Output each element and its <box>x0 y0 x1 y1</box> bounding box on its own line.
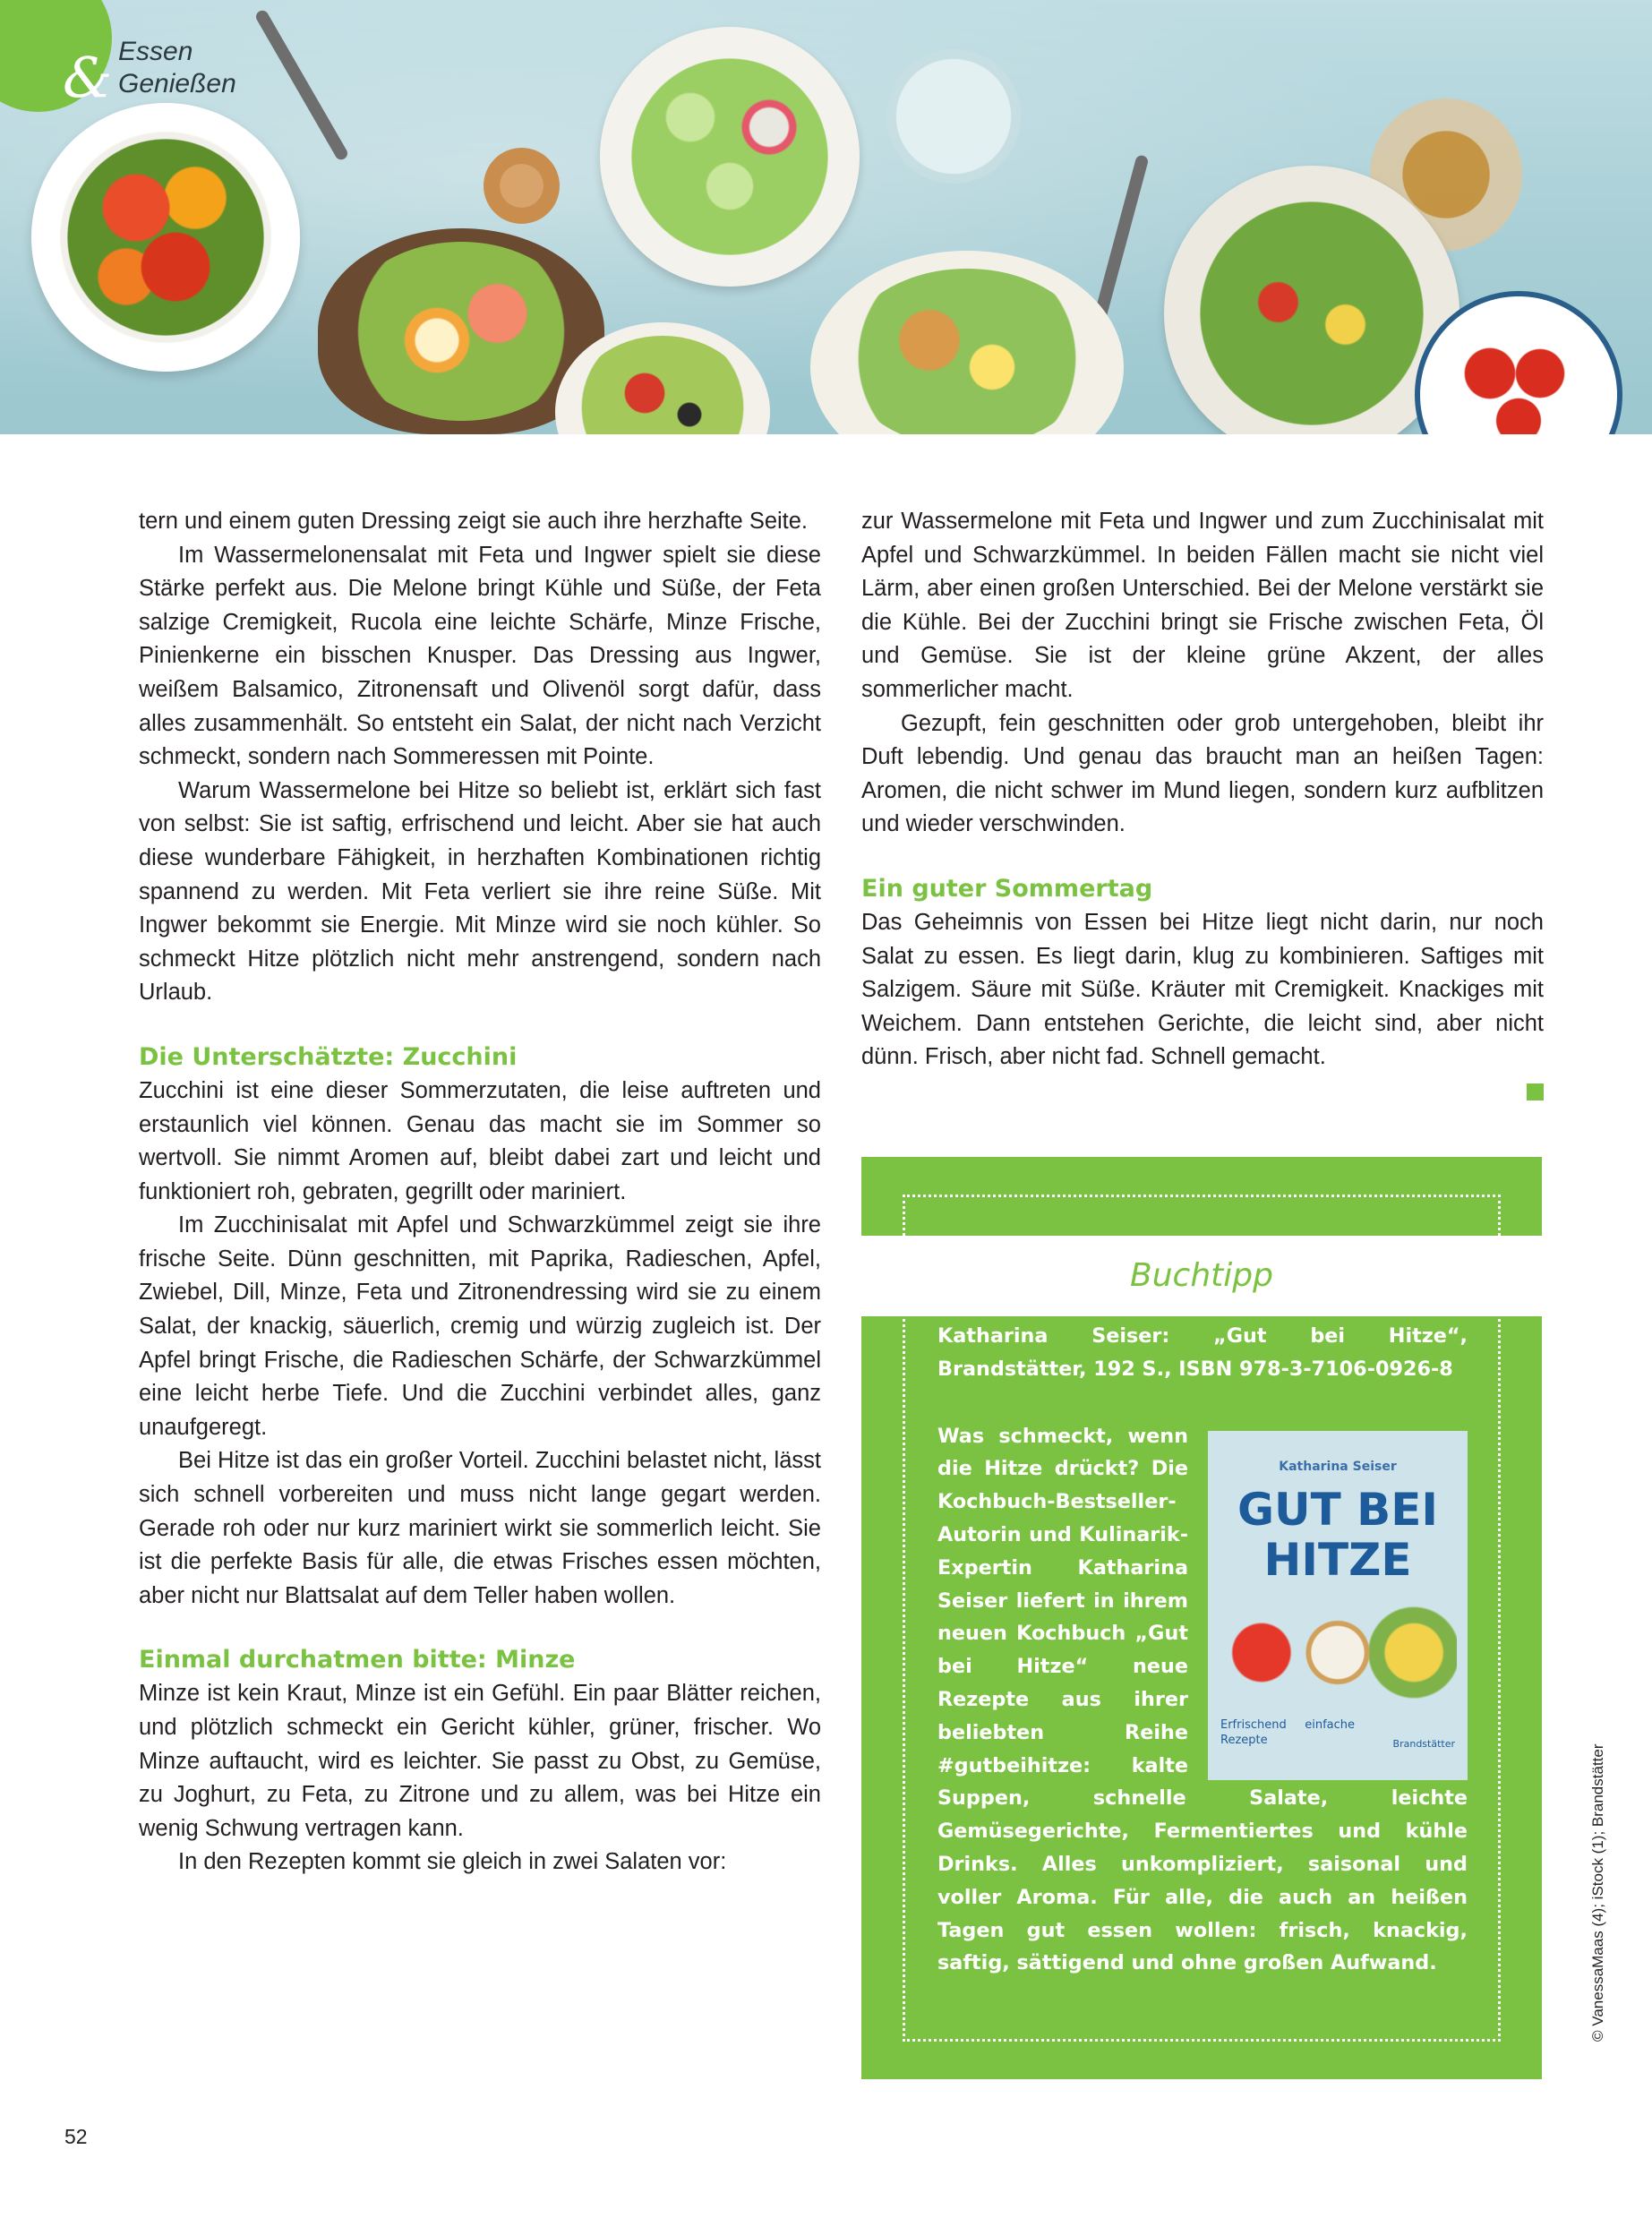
book-cover-image <box>1208 1431 1468 1780</box>
paragraph: Zucchini ist eine dieser Sommerzutaten, die leise auftreten und erstaunlich viel können. Genau das macht sie im Sommer so wertvoll. Sie nimmt Aromen auf, bleibt dabei zart und leicht und funktioniert roh, gebraten, gegrillt oder mariniert. <box>139 1077 821 1204</box>
section-label-line1: Essen <box>118 37 193 66</box>
section-ampersand: & <box>63 45 113 110</box>
section-label-line2: Genießen <box>118 69 236 98</box>
tomato-salad-plate <box>31 103 300 372</box>
book-tip-box <box>861 1157 1542 2079</box>
cover-author: Katharina Seiser <box>1279 1459 1397 1474</box>
cover-title-line2: HITZE <box>1263 1533 1412 1586</box>
book-tip-heading: Buchtipp <box>1130 1257 1273 1294</box>
subheading: Einmal durchatmen bitte: Minze <box>139 1646 576 1674</box>
paragraph: zur Wassermelone mit Feta und Ingwer und zum Zucchinisalat mit Apfel und Schwarzkümmel. In beiden Fällen macht sie nicht viel Lärm, aber einen großen Unterschied. Bei der Melone verstärkt sie die Kühle. Bei der Zucchini bringt sie Frische zwischen Feta, Öl und Gemüse. Sie ist der kleine grüne Akzent, der alles sommerlicher macht. <box>861 509 1544 702</box>
paragraph: Warum Wassermelone bei Hitze so beliebt ist, erklärt sich fast von selbst: Sie ist saftig, erfrischend und leicht. Aber sie hat auch diese wunderbare Fähigkeit, in herzhaften Kombinationen richtig spannend zu werden. Mit Feta verliert sie ihre reine Süße. Mit Ingwer bekommt sie Energie. Mit Minze wird sie noch kühler. So schmeckt Hitze plötzlich nicht mehr anstrengend, sondern nach Urlaub. <box>139 777 821 1006</box>
chicken-salad-plate <box>810 251 1124 434</box>
book-tip-text <box>937 1320 1468 1980</box>
cover-title-line1: GUT BEI <box>1237 1483 1439 1536</box>
header-photo <box>0 0 1652 434</box>
paragraph: Im Wassermelonensalat mit Feta und Ingwer spielt sie diese Stärke perfekt aus. Die Melone bringt Kühle und Süße, der Feta salzige Cremigkeit, Rucola eine leichte Schärfe, Minze Frische, Pinienkerne ein bisschen Knusper. Das Dressing aus Ingwer, weißem Balsamico, Zitronensaft und Olivenöl sorgt dafür, dass alles zusammenhält. So entsteht ein Salat, der nicht nach Verzicht schmeckt, sondern nach Sommeressen mit Pointe. <box>139 542 821 770</box>
cover-subtitle: Erfrischend einfache Rezepte <box>1220 1717 1355 1747</box>
subheading: Ein guter Sommertag <box>861 874 1153 903</box>
photo-credit: © VanessaMaas (4); iStock (1); Brandstätter <box>1589 1743 1606 2042</box>
book-tip-header <box>861 1236 1542 1316</box>
paragraph: tern und einem guten Dressing zeigt sie auch ihre herzhafte Seite. <box>139 509 809 534</box>
paragraph: Minze ist kein Kraut, Minze ist ein Gefühl. Ein paar Blätter reichen, und plötzlich schmeckt ein Gericht kühler, grüner, frischer. Wo Minze auftaucht, wird es leichter. Sie passt zu Obst, zu Gemüse, zu Joghurt, zu Feta, zu Zitrone und zu allem, was bei Hitze ein wenig Schwung vertragen kann. <box>139 1681 821 1841</box>
book-description <box>937 1420 1468 1981</box>
article-column-left <box>139 505 821 1880</box>
paragraph: Gezupft, fein geschnitten oder grob untergehoben, bleibt ihr Duft lebendig. Und genau das braucht man an heißen Tagen: Aromen, die nicht schwer im Mund liegen, sondern kurz aufblitzen und wieder verschwinden. <box>861 710 1544 837</box>
page-number: 52 <box>64 2125 88 2148</box>
book-description-text: Was schmeckt, wenn die Hitze drückt? Die Kochbuch-Bestseller-Autorin und Kulinarik-Expertin Katharina Seiser liefert in ihrem neuen Kochbuch „Gut bei Hitze“ neue Rezepte aus ihrer beliebten Reihe #gutbeihitze: kalte Suppen, schnelle Salate, leichte Gemüsegerichte, Fermentiertes und kühle Drinks. Alles unkompliziert, saisonal und voller Aroma. Für alle, die auch an heißen Tagen gut essen wollen: frisch, knackig, saftig, sättigend und ohne großen Aufwand. <box>937 1424 1468 1975</box>
paragraph: Das Geheimnis von Essen bei Hitze liegt nicht darin, nur noch Salat zu essen. Es liegt darin, klug zu kombinieren. Saftiges mit Salzigem. Säure mit Süße. Kräuter mit Cremigkeit. Knackiges mit Weichem. Dann entstehen Gerichte, die leicht sind, aber nicht dünn. Frisch, aber nicht fad. Schnell gemacht. <box>861 909 1544 1070</box>
article-column-right <box>861 505 1544 1100</box>
end-mark-icon <box>1527 1083 1544 1100</box>
paragraph: Bei Hitze ist das ein großer Vorteil. Zucchini belastet nicht, lässt sich schnell vorbereiten und muss nicht lange gegart werden. Gerade roh oder nur kurz mariniert wirkt sie sommerlich leicht. Sie ist die perfekte Basis für alle, die etwas Frisches essen möchten, aber nicht nur Blattsalat auf dem Teller haben wollen. <box>139 1448 821 1608</box>
paragraph: In den Rezepten kommt sie gleich in zwei Salaten vor: <box>178 1849 727 1875</box>
pepper-mill <box>484 148 560 224</box>
subheading: Die Unterschätzte: Zucchini <box>139 1042 518 1071</box>
cucumber-salad-plate <box>600 27 860 287</box>
fork-icon <box>253 8 349 162</box>
book-reference: Katharina Seiser: „Gut bei Hitze“, Brandstätter, 192 S., ISBN 978-3-7106-0926-8 <box>937 1324 1468 1381</box>
section-label <box>118 36 236 100</box>
cover-publisher: Brandstätter <box>1392 1737 1455 1750</box>
cover-photos <box>1219 1601 1457 1704</box>
cover-title <box>1208 1485 1468 1585</box>
paragraph: Im Zucchinisalat mit Apfel und Schwarzkümmel zeigt sie ihre frische Seite. Dünn geschnitten, mit Paprika, Radieschen, Apfel, Zwiebel, Dill, Minze, Feta und Zitronendressing wird sie zu einem Salat, der knackig, säuerlich, cremig und würzig zugleich ist. Der Apfel bringt Frische, die Radieschen Schärfe, der Schwarzkümmel eine leicht herbe Tiefe. Und die Zucchini verbindet alles, ganz unaufgeregt. <box>139 1212 821 1440</box>
water-glass <box>886 49 1021 184</box>
